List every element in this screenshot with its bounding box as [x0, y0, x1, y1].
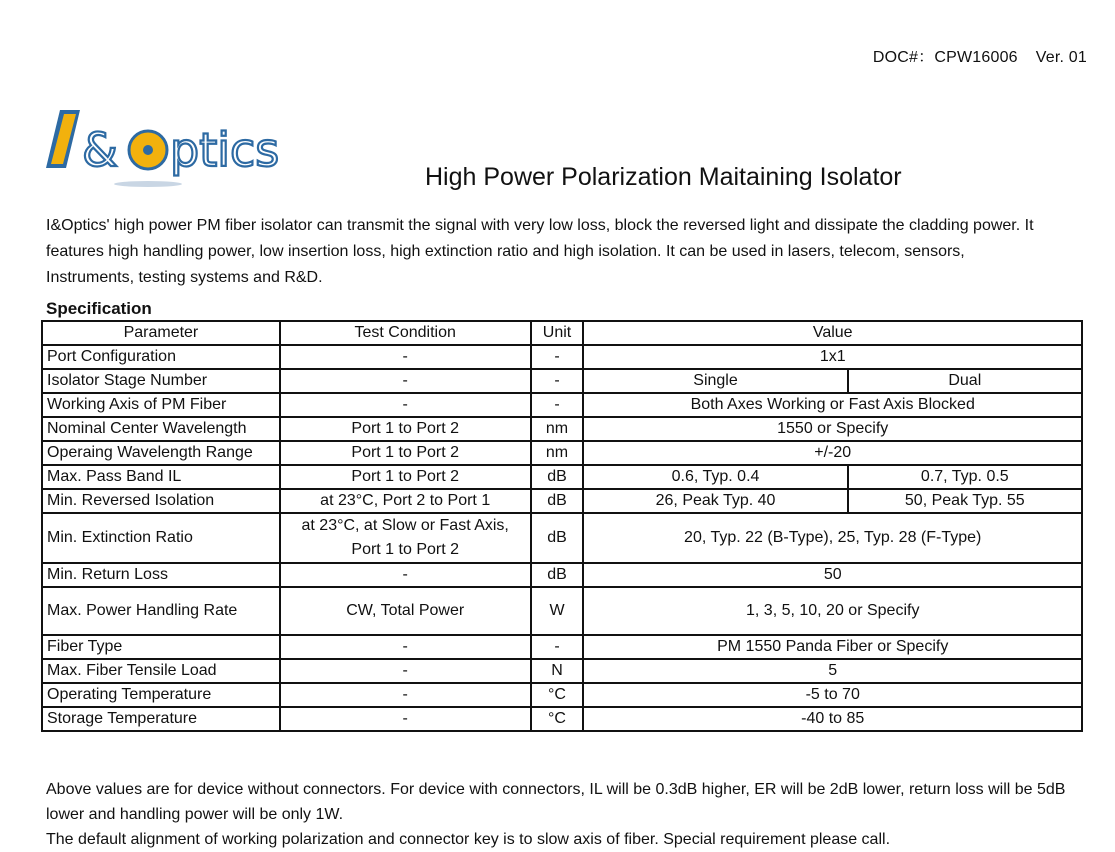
cell-value: 20, Typ. 22 (B-Type), 25, Typ. 28 (F-Type): [583, 513, 1082, 563]
notes: [46, 777, 1076, 852]
cell-cond: -: [280, 393, 531, 417]
cell-value: 1, 3, 5, 10, 20 or Specify: [583, 587, 1082, 635]
table-row: [42, 393, 1082, 417]
intro-paragraph: I&Optics' high power PM fiber isolator can transmit the signal with very low loss, block the reversed light and dissipate the cladding power. It features high handling power, low insertion loss, high extinction ratio and high isolation. It can be used in lasers, telecom, sensors, Instruments, testing systems and R&D.: [46, 217, 1034, 286]
table-row: [42, 417, 1082, 441]
table-row: [42, 587, 1082, 635]
cell-unit: -: [531, 345, 584, 369]
table-row: [42, 563, 1082, 587]
cell-param: Operating Temperature: [42, 683, 280, 707]
cell-cond: [280, 513, 531, 563]
cell-param: Min. Extinction Ratio: [42, 513, 280, 563]
header-parameter: Parameter: [42, 321, 280, 345]
table-row: [42, 707, 1082, 731]
spec-table: [41, 320, 1083, 732]
cell-value: -5 to 70: [583, 683, 1082, 707]
logo-shadow: [114, 181, 182, 187]
cell-unit: W: [531, 587, 584, 635]
cell-cond: at 23°C, Port 2 to Port 1: [280, 489, 531, 513]
cell-value: 1550 or Specify: [583, 417, 1082, 441]
table-header-row: [42, 321, 1082, 345]
cell-value-dual: 0.7, Typ. 0.5: [848, 465, 1082, 489]
document-id: [873, 44, 1087, 67]
cell-cond-line1: at 23°C, at Slow or Fast Axis,: [301, 517, 509, 534]
logo-o-center: [143, 145, 153, 155]
cell-param: Max. Pass Band IL: [42, 465, 280, 489]
cell-unit: dB: [531, 513, 584, 563]
header-value: Value: [583, 321, 1082, 345]
cell-unit: dB: [531, 465, 584, 489]
cell-param: Operaing Wavelength Range: [42, 441, 280, 465]
table-row: [42, 441, 1082, 465]
cell-value: +/-20: [583, 441, 1082, 465]
table-row: [42, 635, 1082, 659]
cell-param: Min. Return Loss: [42, 563, 280, 587]
cell-unit: -: [531, 393, 584, 417]
cell-unit: dB: [531, 563, 584, 587]
table-row: [42, 369, 1082, 393]
cell-param: Working Axis of PM Fiber: [42, 393, 280, 417]
logo-ptics: ptics: [170, 123, 280, 177]
header-test-condition: Test Condition: [280, 321, 531, 345]
cell-cond: Port 1 to Port 2: [280, 417, 531, 441]
cell-value: 5: [583, 659, 1082, 683]
cell-value: 1x1: [583, 345, 1082, 369]
cell-cond-line2: Port 1 to Port 2: [351, 541, 459, 558]
spec-heading: Specification: [46, 299, 152, 318]
cell-unit: nm: [531, 441, 584, 465]
cell-unit: -: [531, 635, 584, 659]
cell-value-dual: 50, Peak Typ. 55: [848, 489, 1082, 513]
cell-unit: nm: [531, 417, 584, 441]
cell-param: Max. Power Handling Rate: [42, 587, 280, 635]
header-unit: Unit: [531, 321, 584, 345]
cell-value: 50: [583, 563, 1082, 587]
cell-cond: -: [280, 635, 531, 659]
cell-cond: -: [280, 345, 531, 369]
note-alignment: The default alignment of working polarization and connector key is to slow axis of fiber. Special requirement please call.: [46, 831, 891, 848]
cell-cond: -: [280, 369, 531, 393]
cell-cond: -: [280, 659, 531, 683]
table-row: [42, 513, 1082, 563]
cell-cond: CW, Total Power: [280, 587, 531, 635]
table-row: [42, 465, 1082, 489]
doc-version: Ver. 01: [1035, 49, 1087, 66]
cell-param: Min. Reversed Isolation: [42, 489, 280, 513]
cell-param: Isolator Stage Number: [42, 369, 280, 393]
cell-param: Port Configuration: [42, 345, 280, 369]
cell-param: Max. Fiber Tensile Load: [42, 659, 280, 683]
cell-cond: Port 1 to Port 2: [280, 441, 531, 465]
cell-param: Fiber Type: [42, 635, 280, 659]
cell-cond: -: [280, 563, 531, 587]
note-connectors: Above values are for device without connectors. For device with connectors, IL will be 0.3dB higher, ER will be 2dB lower, return loss will be 5dB lower and handling power will be only 1W.: [46, 781, 1066, 823]
cell-unit: dB: [531, 489, 584, 513]
table-row: [42, 659, 1082, 683]
cell-unit: -: [531, 369, 584, 393]
table-row: [42, 345, 1082, 369]
cell-unit: °C: [531, 707, 584, 731]
cell-value: -40 to 85: [583, 707, 1082, 731]
cell-unit: °C: [531, 683, 584, 707]
cell-param: Nominal Center Wavelength: [42, 417, 280, 441]
table-row: [42, 489, 1082, 513]
cell-cond: -: [280, 707, 531, 731]
cell-value: Both Axes Working or Fast Axis Blocked: [583, 393, 1082, 417]
cell-unit: N: [531, 659, 584, 683]
cell-value-single: Single: [583, 369, 847, 393]
cell-value-single: 0.6, Typ. 0.4: [583, 465, 847, 489]
doc-number: DOC#：CPW16006: [872, 49, 1018, 66]
cell-param: Storage Temperature: [42, 707, 280, 731]
company-logo: [46, 108, 302, 190]
page-title: High Power Polarization Maitaining Isolator: [425, 163, 902, 191]
cell-value-dual: Dual: [848, 369, 1082, 393]
cell-cond: Port 1 to Port 2: [280, 465, 531, 489]
table-row: [42, 683, 1082, 707]
cell-cond: -: [280, 683, 531, 707]
cell-value-single: 26, Peak Typ. 40: [583, 489, 847, 513]
cell-value: PM 1550 Panda Fiber or Specify: [583, 635, 1082, 659]
logo-amp: &: [82, 123, 118, 177]
